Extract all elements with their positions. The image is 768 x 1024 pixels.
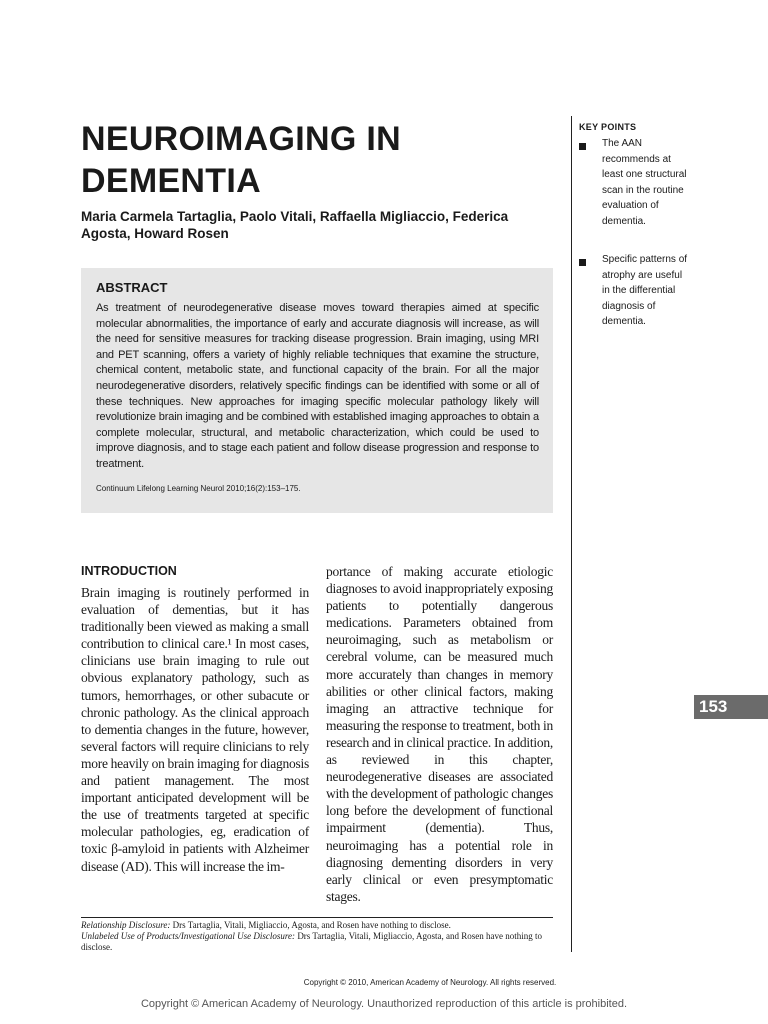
key-point-text: Specific patterns of atrophy are useful in the differential diagnosis of dementia. (602, 254, 688, 328)
column-divider (571, 116, 572, 952)
key-point-text: The AAN recommends at least one structural scan in the routine evaluation of dementia. (602, 138, 687, 227)
relationship-disclosure-label: Relationship Disclosure: (81, 920, 171, 930)
relationship-disclosure-text: Drs Tartaglia, Vitali, Migliaccio, Agosta, and Rosen have nothing to disclose. (172, 920, 451, 930)
unlabeled-use-disclosure-label: Unlabeled Use of Products/Investigational Use Disclosure: (81, 931, 296, 941)
body-column-right: portance of making accurate etiologic diagnoses to avoid inappropriately exposing patients to potentially dangerous medications. Parameters obtained from neuroimaging, such as metabolism or cerebral volume, can be measured much more accurately than changes in memory abilities or other clinical factors, making imaging an attractive technique for measuring the response to treatment, both in research and in clinical practice. In addition, as reviewed in this chapter, neurodegenerative diseases are associated with the development of pathologic changes long before the development of functional impairment (dementia). Thus, neuroimaging has a potential role in diagnosing dementing disorders in very early clinical or even presymptomatic stages. (326, 564, 553, 904)
citation: Continuum Lifelong Learning Neurol 2010;16(2):153–175. (96, 483, 301, 493)
unlabeled-use-disclosure (81, 931, 553, 953)
footnote-rule (81, 917, 553, 918)
author-list: Maria Carmela Tartaglia, Paolo Vitali, Raffaella Migliaccio, Federica Agosta, Howard Rosen (81, 209, 509, 241)
abstract-text: As treatment of neurodegenerative disease moves toward therapies aimed at specific molecular abnormalities, the importance of early and accurate diagnosis will increase, as will the need for sensitive measures for tracking disease progression. Brain imaging, using MRI and PET scanning, offers a variety of highly reliable techniques that examine the structure, chemical content, metabolic state, and functional capacity of the brain. For all the major neurodegenerative disorders, relatively specific findings can be identified with some or all of these techniques. New approaches for imaging specific molecular pathology likely will revolutionize brain imaging and be combined with established imaging approaches to obtain a complete molecular, structural, and metabolic characterization, which could be used to improve diagnosis, and to stage each patient and follow disease progression and response to treatment. (96, 302, 539, 470)
body-column-left: Brain imaging is routinely performed in evaluation of dementias, but it has traditionally been viewed as making a small contribution to clinical care.¹ In most cases, clinicians use brain imaging to rule out obvious explanatory pathology, such as tumors, hemorrhages, or other subacute or chronic pathology. As the clinical approach to dementia changes in the future, however, several factors will require clinicians to rely more heavily on brain imaging for diagnosis and patient management. The most important anticipated development will be the use of treatments targeted at specific molecular pathologies, eg, eradication of toxic β-amyloid in patients with Alzheimer disease (AD). This will increase the im- (81, 585, 309, 874)
disclosure-footnote (81, 920, 553, 953)
square-bullet-icon (579, 143, 586, 150)
abstract-box (81, 268, 553, 513)
article-title: NEUROIMAGING IN DEMENTIA (81, 120, 401, 200)
page-number-tab: 153 (694, 695, 768, 719)
relationship-disclosure (81, 920, 553, 931)
square-bullet-icon (579, 259, 586, 266)
unlabeled-use-disclosure-text: Drs Tartaglia, Vitali, Migliaccio, Agosta, and Rosen have nothing to disclose. (81, 931, 543, 952)
reproduction-notice: Copyright © American Academy of Neurology. Unauthorized reproduction of this article is prohibited. (140, 998, 628, 1010)
key-points-heading: KEY POINTS (579, 122, 637, 132)
abstract-heading: ABSTRACT (96, 280, 168, 295)
section-heading: INTRODUCTION (81, 564, 177, 578)
journal-copyright: Copyright © 2010, American Academy of Neurology. All rights reserved. (303, 978, 557, 987)
